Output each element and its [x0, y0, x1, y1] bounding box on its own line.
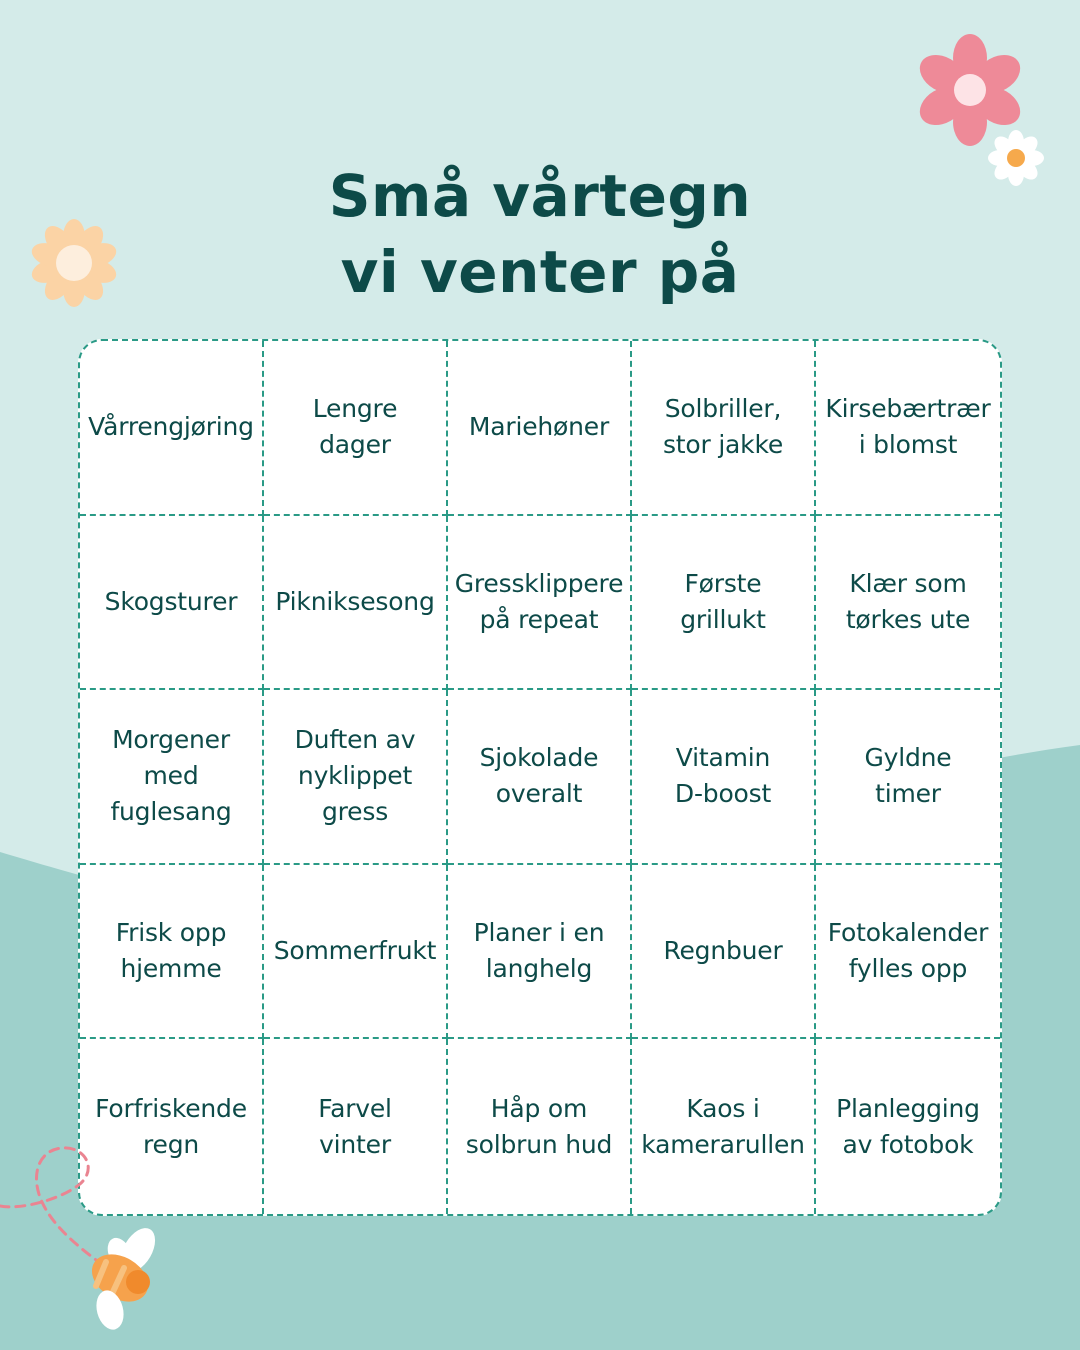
bingo-cell: Første grillukt: [632, 516, 816, 691]
bingo-cell: Vitamin D-boost: [632, 690, 816, 865]
page-title: [0, 158, 1080, 310]
daisy-white-icon: [984, 126, 1048, 190]
bingo-cell: Gyldne timer: [816, 690, 1000, 865]
bingo-cell: Forfriskende regn: [80, 1039, 264, 1214]
bingo-cell: Planer i en langhelg: [448, 865, 632, 1040]
bingo-cell: Farvel vinter: [264, 1039, 448, 1214]
bingo-cell: Morgener med fuglesang: [80, 690, 264, 865]
bingo-cell: Mariehøner: [448, 341, 632, 516]
bingo-cell: Sommerfrukt: [264, 865, 448, 1040]
bingo-cell: Planlegging av fotobok: [836, 1093, 980, 1159]
bingo-cell: Pikniksesong: [264, 516, 448, 691]
bingo-cell: Lengre dager: [264, 341, 448, 516]
bingo-cell: Fotokalender fylles opp: [816, 865, 1000, 1040]
bingo-cell: Regnbuer: [632, 865, 816, 1040]
bingo-cell: Klær som tørkes ute: [816, 516, 1000, 691]
flower-peach-icon: [28, 217, 120, 309]
bee-icon: [76, 1224, 166, 1330]
bingo-cell: Frisk opp hjemme: [80, 865, 264, 1040]
bingo-cell: Duften av nyklippet gress: [264, 690, 448, 865]
bingo-cell: Kirsebærtrær i blomst: [816, 341, 1000, 516]
bingo-cell: Skogsturer: [80, 516, 264, 691]
title-line-1: Små vårtegn: [328, 162, 752, 230]
title-line-2: vi venter på: [340, 238, 740, 306]
bingo-board: [78, 339, 1002, 1216]
bingo-cell: Gressklippere på repeat: [448, 516, 632, 691]
bingo-cell: Kaos i kamerarullen: [632, 1039, 816, 1214]
bingo-cell: Håp om solbrun hud: [448, 1039, 632, 1214]
bingo-cell: Solbriller, stor jakke: [632, 341, 816, 516]
bingo-cell: Sjokolade overalt: [448, 690, 632, 865]
bingo-cell: Vårrengjøring: [80, 341, 264, 516]
